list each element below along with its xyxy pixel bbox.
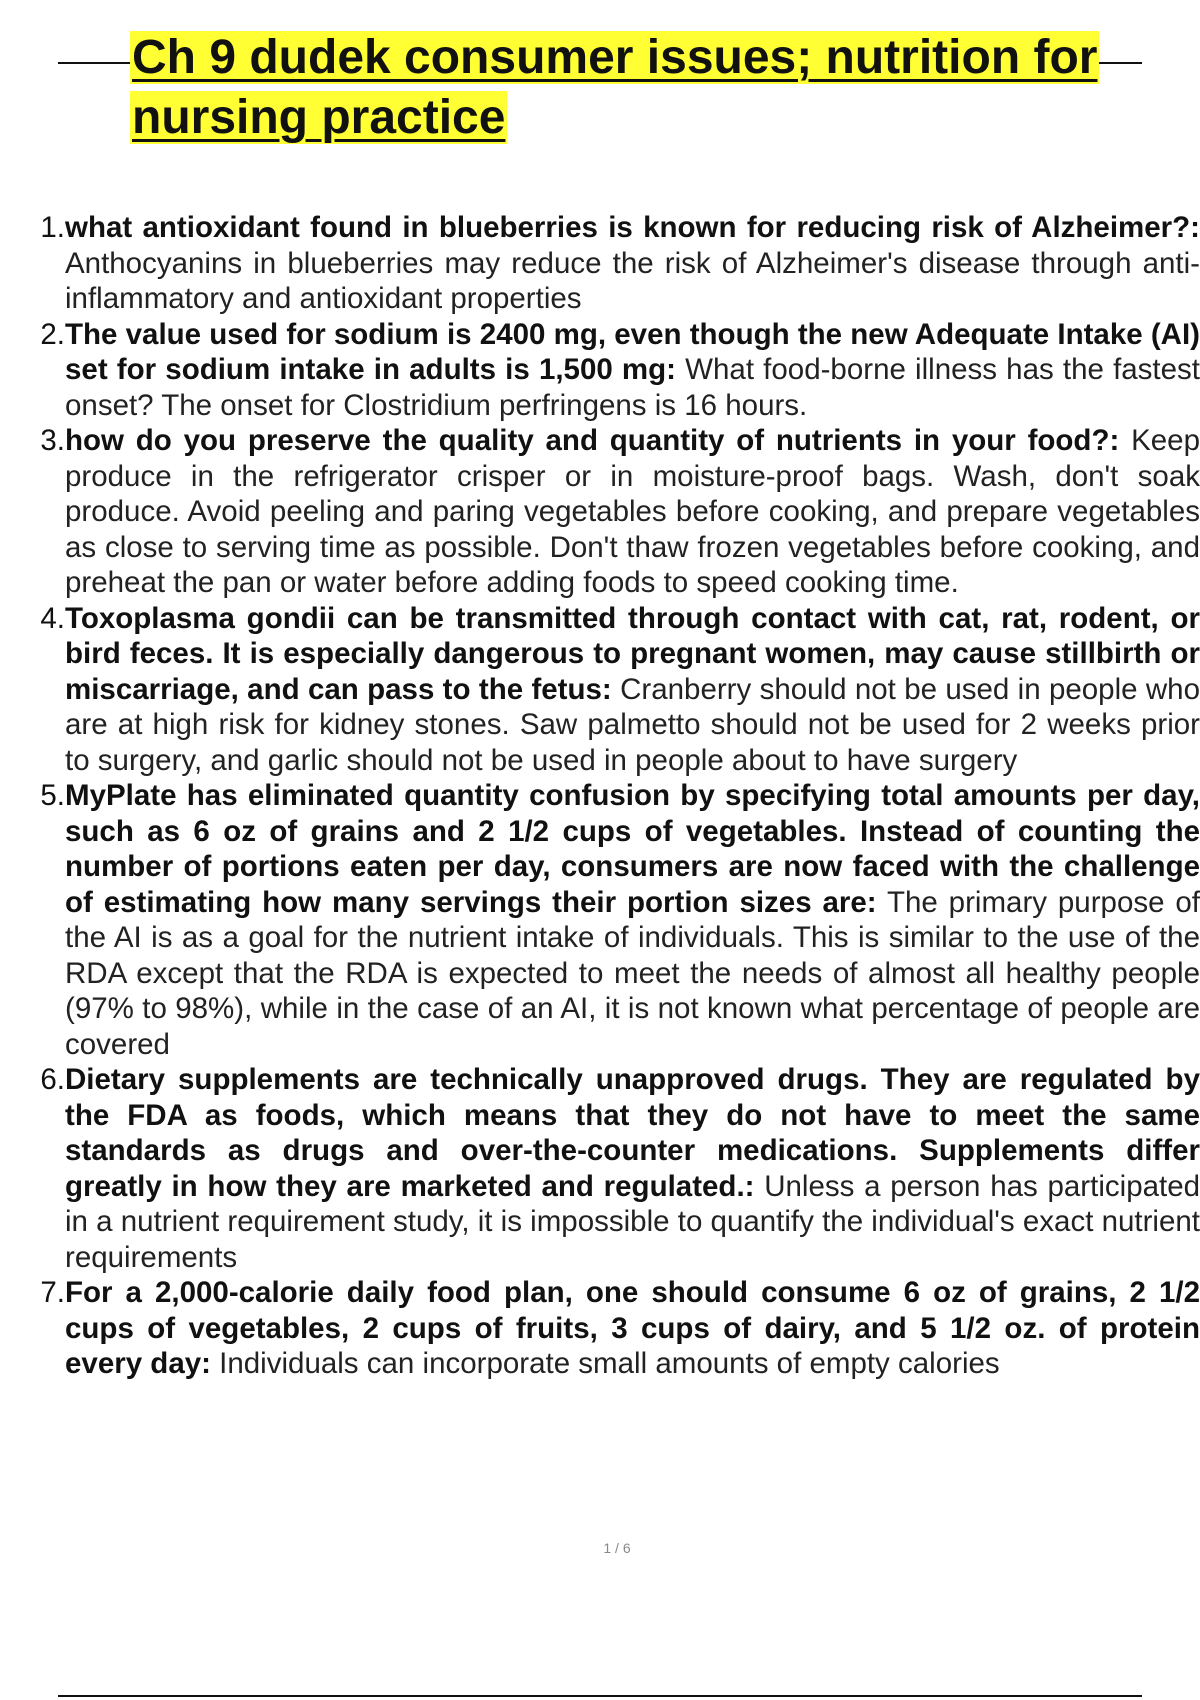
item-question: For a 2,000-calorie daily food plan, one should consume 6 oz of grains, 2 1/2 cups of vegetables, 2 cups of fruits, 3 cups of dairy, and 5 1/2 oz. of protein every day: xyxy=(65,1276,1200,1380)
item-answer: The primary purpose of the AI is as a goal for the nutrient intake of individuals. This is similar to the use of the RDA except that the RDA is expected to meet the needs of almost all healthy people (97% to 98%), while in the case of an AI, it is not known what percentage of people are covered xyxy=(65,885,1200,1061)
list-item xyxy=(25,423,1200,601)
item-number: 6. xyxy=(40,1063,65,1096)
page-indicator: 1 / 6 xyxy=(603,1540,631,1556)
item-number: 2. xyxy=(40,317,65,351)
item-number: 5. xyxy=(40,779,65,812)
item-question: how do you preserve the quality and quantity of nutrients in your food?: xyxy=(65,424,1120,457)
item-number: 4. xyxy=(40,601,65,635)
item-body xyxy=(65,423,1200,601)
list-item xyxy=(25,778,1200,1062)
list-item xyxy=(25,1275,1200,1382)
item-answer: Unless a person has participated in a nutrient requirement study, it is impossible to quantify the individual's exact nutrient requirements xyxy=(65,1169,1200,1274)
list-item xyxy=(25,317,1200,424)
list-item xyxy=(25,210,1200,317)
item-question: Dietary supplements are technically unapproved drugs. They are regulated by the FDA as foods, which means that they do not have to meet the same standards as drugs and over-the-counter medications. Supplements differ greatly in how they are marketed and regulated.: xyxy=(65,1063,1200,1203)
list-item xyxy=(25,601,1200,779)
item-answer: What food-borne illness has the fastest onset? The onset for Clostridium perfringens is 16 hours. xyxy=(65,353,1200,422)
question-list xyxy=(25,210,1200,1382)
item-body xyxy=(65,1275,1200,1382)
item-answer: Cranberry should not be used in people who are at high risk for kidney stones. Saw palmetto should not be used for 2 weeks prior to surgery, and garlic should not be used in people about to have surgery xyxy=(65,672,1200,777)
footer-rule xyxy=(58,1695,1142,1697)
item-number: 3. xyxy=(40,424,65,457)
item-answer: Anthocyanins in blueberries may reduce the risk of Alzheimer's disease through anti-inflammatory and antioxidant properties xyxy=(65,246,1200,315)
item-body xyxy=(65,317,1200,424)
page-title-text: Ch 9 dudek consumer issues; nutrition for nursing practice xyxy=(132,31,1098,144)
item-question: MyPlate has eliminated quantity confusion by specifying total amounts per day, such as 6 oz of grains and 2 1/2 cups of vegetables. Instead of counting the number of portions eaten per day, consumers are now faced with the challenge of estimating how many servings their portion sizes are: xyxy=(65,779,1200,919)
item-answer: Individuals can incorporate small amounts of empty calories xyxy=(219,1347,1000,1380)
item-number: 7. xyxy=(40,1276,65,1309)
item-answer: Keep produce in the refrigerator crisper or in moisture-proof bags. Wash, don't soak produce. Avoid peeling and paring vegetables before cooking, and prepare vegetables as close to serving time as possible. Don't thaw frozen vegetables before cooking, and preheat the pan or water before adding foods to speed cooking time. xyxy=(65,424,1200,599)
item-number: 1. xyxy=(40,211,65,244)
item-body xyxy=(65,210,1200,317)
list-item xyxy=(25,1062,1200,1275)
item-body xyxy=(65,601,1200,779)
item-question: The value used for sodium is 2400 mg, even though the new Adequate Intake (AI) set for sodium intake in adults is 1,500 mg: xyxy=(65,317,1200,386)
item-body xyxy=(65,778,1200,1062)
item-body xyxy=(65,1062,1200,1275)
item-question: Toxoplasma gondii can be transmitted through contact with cat, rat, rodent, or bird feces. It is especially dangerous to pregnant women, may cause stillbirth or miscarriage, and can pass to the fetus: xyxy=(65,601,1200,706)
item-question: what antioxidant found in blueberries is known for reducing risk of Alzheimer?: xyxy=(65,211,1200,244)
page-title xyxy=(130,28,1110,148)
